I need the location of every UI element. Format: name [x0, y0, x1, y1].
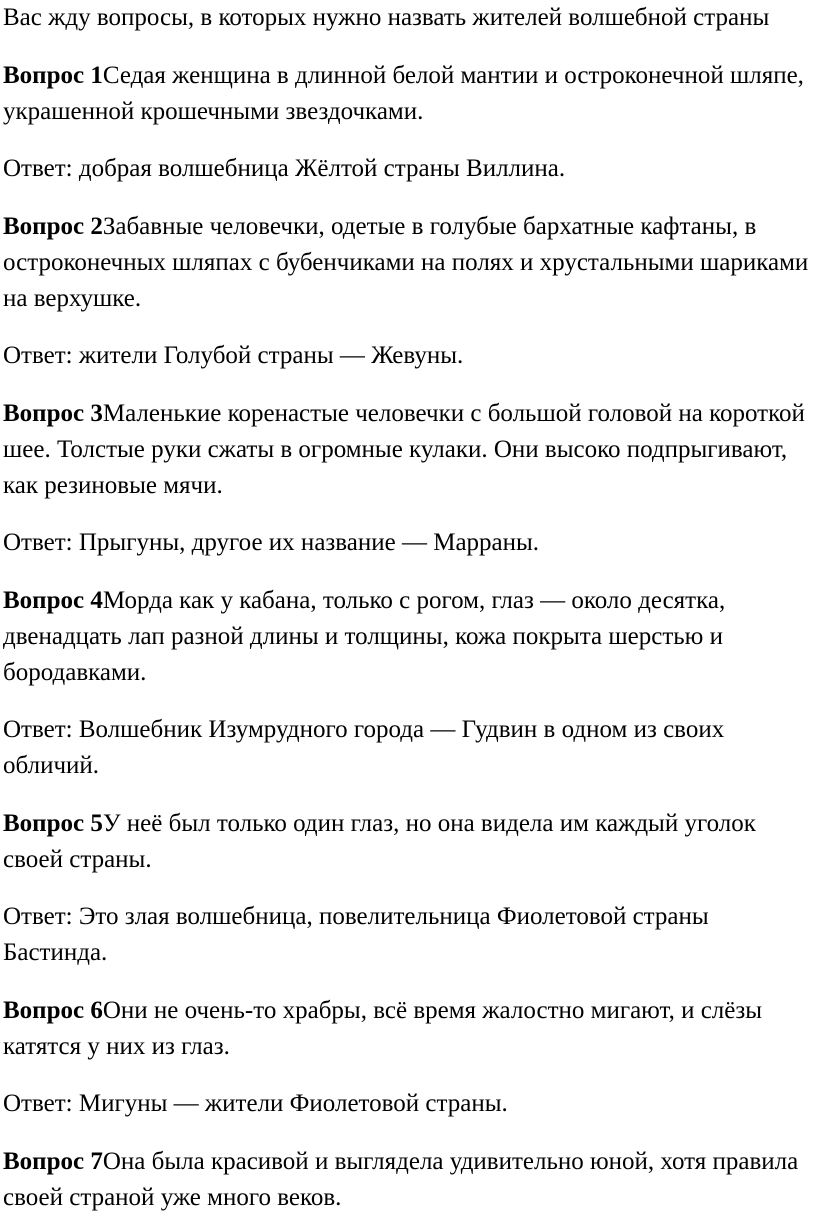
question-label: Вопрос 3: [3, 400, 103, 427]
answer-5: Ответ: Это злая волшебница, повелительница Фиолетовой страны Бастинда.: [3, 903, 709, 966]
question-text: Морда как у кабана, только с рогом, глаз — около десятка, двенадцать лап разной длины и толщины, кожа покрыта шерстью и бородавками.: [3, 587, 726, 686]
question-label: Вопрос 4: [3, 587, 103, 614]
answer-1: Ответ: добрая волшебница Жёлтой страны Виллина.: [3, 155, 566, 182]
answer-3: Ответ: Прыгуны, другое их название — Марраны.: [3, 529, 540, 556]
question-text: Забавные человечки, одетые в голубые бархатные кафтаны, в остроконечных шляпах с бубенчиками на полях и хрустальными шариками на верхушке.: [3, 213, 809, 312]
question-2: [3, 209, 812, 317]
question-text: Седая женщина в длинной белой мантии и остроконечной шляпе, украшенной крошечными звездочками.: [3, 62, 804, 125]
question-text: Маленькие коренастые человечки с большой головой на короткой шее. Толстые руки сжаты в огромные кулаки. Они высоко подпрыгивают, как резиновые мячи.: [3, 400, 805, 499]
intro-text: Вас жду вопросы, в которых нужно назвать жителей волшебной страны: [3, 4, 770, 31]
question-text: У неё был только один глаз, но она видела им каждый уголок своей страны.: [3, 810, 756, 873]
answer-4: Ответ: Волшебник Изумрудного города — Гудвин в одном из своих обличий.: [3, 716, 725, 779]
question-label: Вопрос 2: [3, 213, 103, 240]
question-label: Вопрос 6: [3, 997, 103, 1024]
question-text: Она была красивой и выглядела удивительно юной, хотя правила своей страной уже много веков.: [3, 1148, 799, 1211]
question-label: Вопрос 5: [3, 810, 103, 837]
answer-6: Ответ: Мигуны — жители Фиолетовой страны.: [3, 1090, 508, 1117]
question-label: Вопрос 7: [3, 1148, 103, 1175]
question-1: [3, 58, 812, 130]
question-7: [3, 1144, 812, 1216]
question-label: Вопрос 1: [3, 62, 103, 89]
question-text: Они не очень-то храбры, всё время жалостно мигают, и слёзы катятся у них из глаз.: [3, 997, 763, 1060]
question-4: [3, 583, 812, 691]
question-3: [3, 396, 812, 504]
answer-2: Ответ: жители Голубой страны — Жевуны.: [3, 342, 464, 369]
question-5: [3, 806, 812, 878]
question-6: [3, 993, 812, 1065]
